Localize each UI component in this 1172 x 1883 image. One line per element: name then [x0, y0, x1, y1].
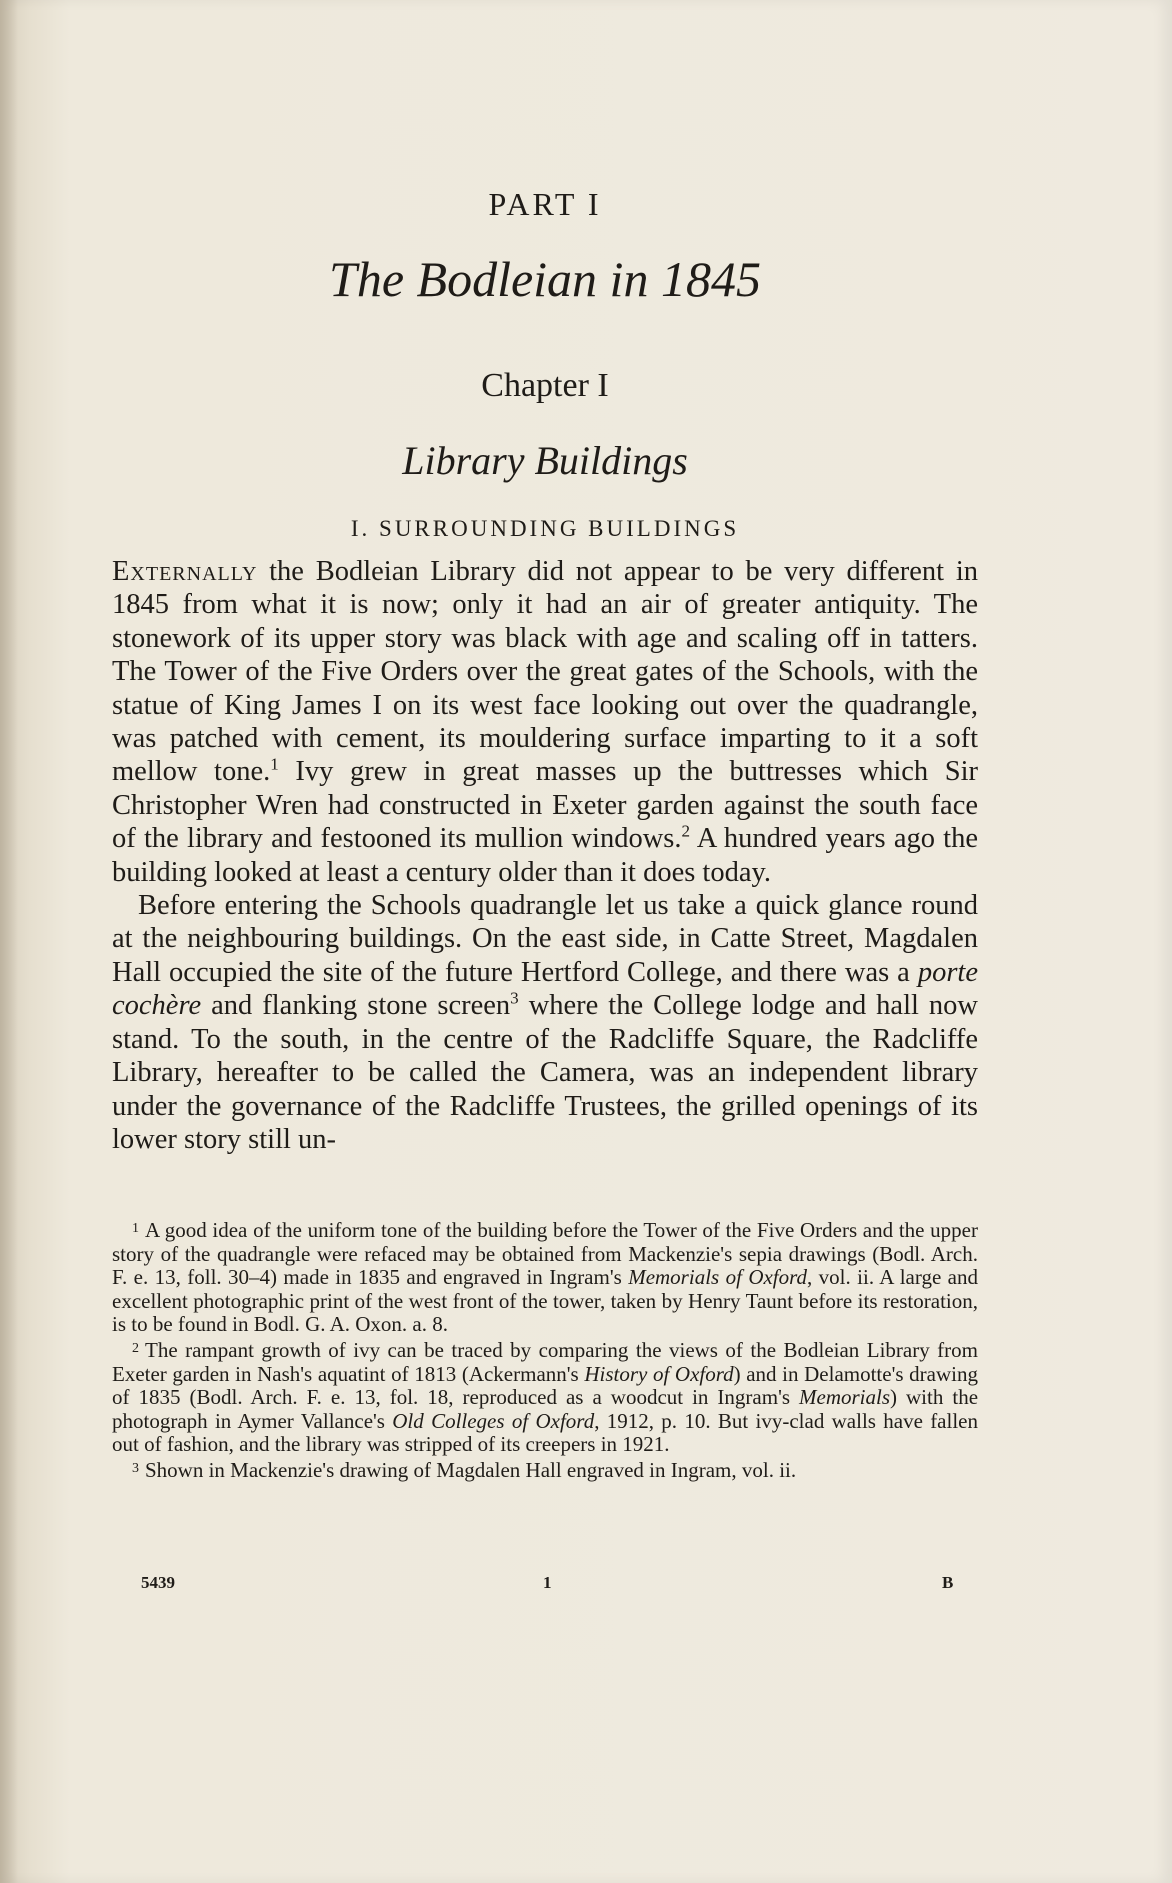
footnote-ref-1: 1 — [270, 754, 279, 774]
paragraph-2-italic: porte cochère — [112, 956, 978, 1022]
footnote-text: , vol. ii. A large and excellent photographic print of the west front of the tower, taken by Henry Taunt before its restoration, is to be found in Bodl. G. A. Oxon. a. 8. — [112, 1265, 979, 1337]
footnote-text: , 1912, p. 10. But ivy-clad walls have fallen out of fashion, and the library was stripped of its creepers in 1921. — [112, 1408, 978, 1457]
footnote-ref-2: 2 — [681, 821, 691, 841]
footnote-text: ) and in Delamotte's drawing of 1835 (Bodl. Arch. F. e. 13, fol. 18, reproduced as a woodcut in Ingram's — [112, 1361, 978, 1410]
chapter-heading: Chapter I — [481, 367, 609, 404]
body-text — [112, 555, 978, 1156]
footnote-italic: Memorials — [799, 1385, 891, 1410]
footnote-1 — [112, 1217, 978, 1337]
footnote-text: The rampant growth of ivy can be traced by comparing the views of the Bodleian Library from Exeter garden in Nash's aquatint of 1813 (Ackermann's — [112, 1337, 978, 1386]
footnote-italic: History of Oxford — [584, 1361, 734, 1386]
footnote-3 — [112, 1457, 978, 1483]
paragraph-1-text-b: Ivy grew in great masses up the buttresses which Sir Christopher Wren had constructed in Exeter garden against the south face of the library and festooned its mullion windows. — [112, 756, 978, 855]
footnote-italic: Old Colleges of Oxford — [392, 1408, 595, 1433]
paragraph-1 — [112, 555, 978, 889]
chapter-title: Library Buildings — [402, 438, 688, 483]
paragraph-2 — [112, 889, 978, 1156]
footnote-text: ) with the photograph in Aymer Vallance's — [112, 1385, 979, 1433]
paragraph-2-text-c: where the College lodge and hall now stand. To the south, in the centre of the Radcliffe Square, the Radcliffe Library, hereafter to be called the Camera, was an independent library under the governance of the Radcliffe Trustees, the grilled openings of its lower story still un- — [112, 990, 978, 1155]
paragraph-1-text-a: the Bodleian Library did not appear to be very different in 1845 from what it is now; only it had an air of greater antiquity. The stonework of its upper story was black with age and scaling off in tatters. The Tower of the Five Orders over the great gates of the Schools, with the statue of King James I on its west face looking out over the quadrangle, was patched with cement, its mouldering surface imparting to it a soft mellow tone. — [112, 556, 978, 788]
paragraph-opening-word: Externally — [112, 556, 258, 587]
footnote-italic: Memorials of Oxford — [628, 1265, 808, 1290]
page-number: 1 — [543, 1573, 552, 1592]
footnotes — [112, 1217, 978, 1483]
footnote-number: 2 — [132, 1340, 139, 1356]
book-title: The Bodleian in 1845 — [329, 251, 761, 307]
paragraph-2-text-b: and flanking stone screen — [201, 990, 511, 1022]
paragraph-2-text-a: Before entering the Schools quadrangle let us take a quick glance round at the neighbouring buildings. On the east side, in Catte Street, Magdalen Hall occupied the site of the future Hertford College, and there was a — [112, 890, 978, 988]
footnote-number: 3 — [132, 1460, 139, 1476]
section-heading: I. SURROUNDING BUILDINGS — [350, 516, 740, 541]
gathering-mark: B — [942, 1573, 954, 1592]
footnote-number: 1 — [132, 1221, 139, 1236]
paragraph-1-text-c: A hundred years ago the building looked at least a century older than it does today. — [112, 823, 978, 888]
printer-signature: 5439 — [141, 1573, 175, 1592]
footnote-text: Shown in Mackenzie's drawing of Magdalen Hall engraved in Ingram, vol. ii. — [145, 1457, 797, 1482]
part-heading: PART I — [488, 186, 602, 222]
footnote-2 — [112, 1337, 978, 1457]
footnote-ref-3: 3 — [510, 988, 519, 1008]
footnote-text: A good idea of the uniform tone of the building before the Tower of the Five Orders and the upper story of the quadrangle were refaced may be obtained from Mackenzie's sepia drawings (Bodl. Arch. F. e. 13, foll. 30–4) made in 1835 and engraved in Ingram's — [112, 1218, 978, 1290]
